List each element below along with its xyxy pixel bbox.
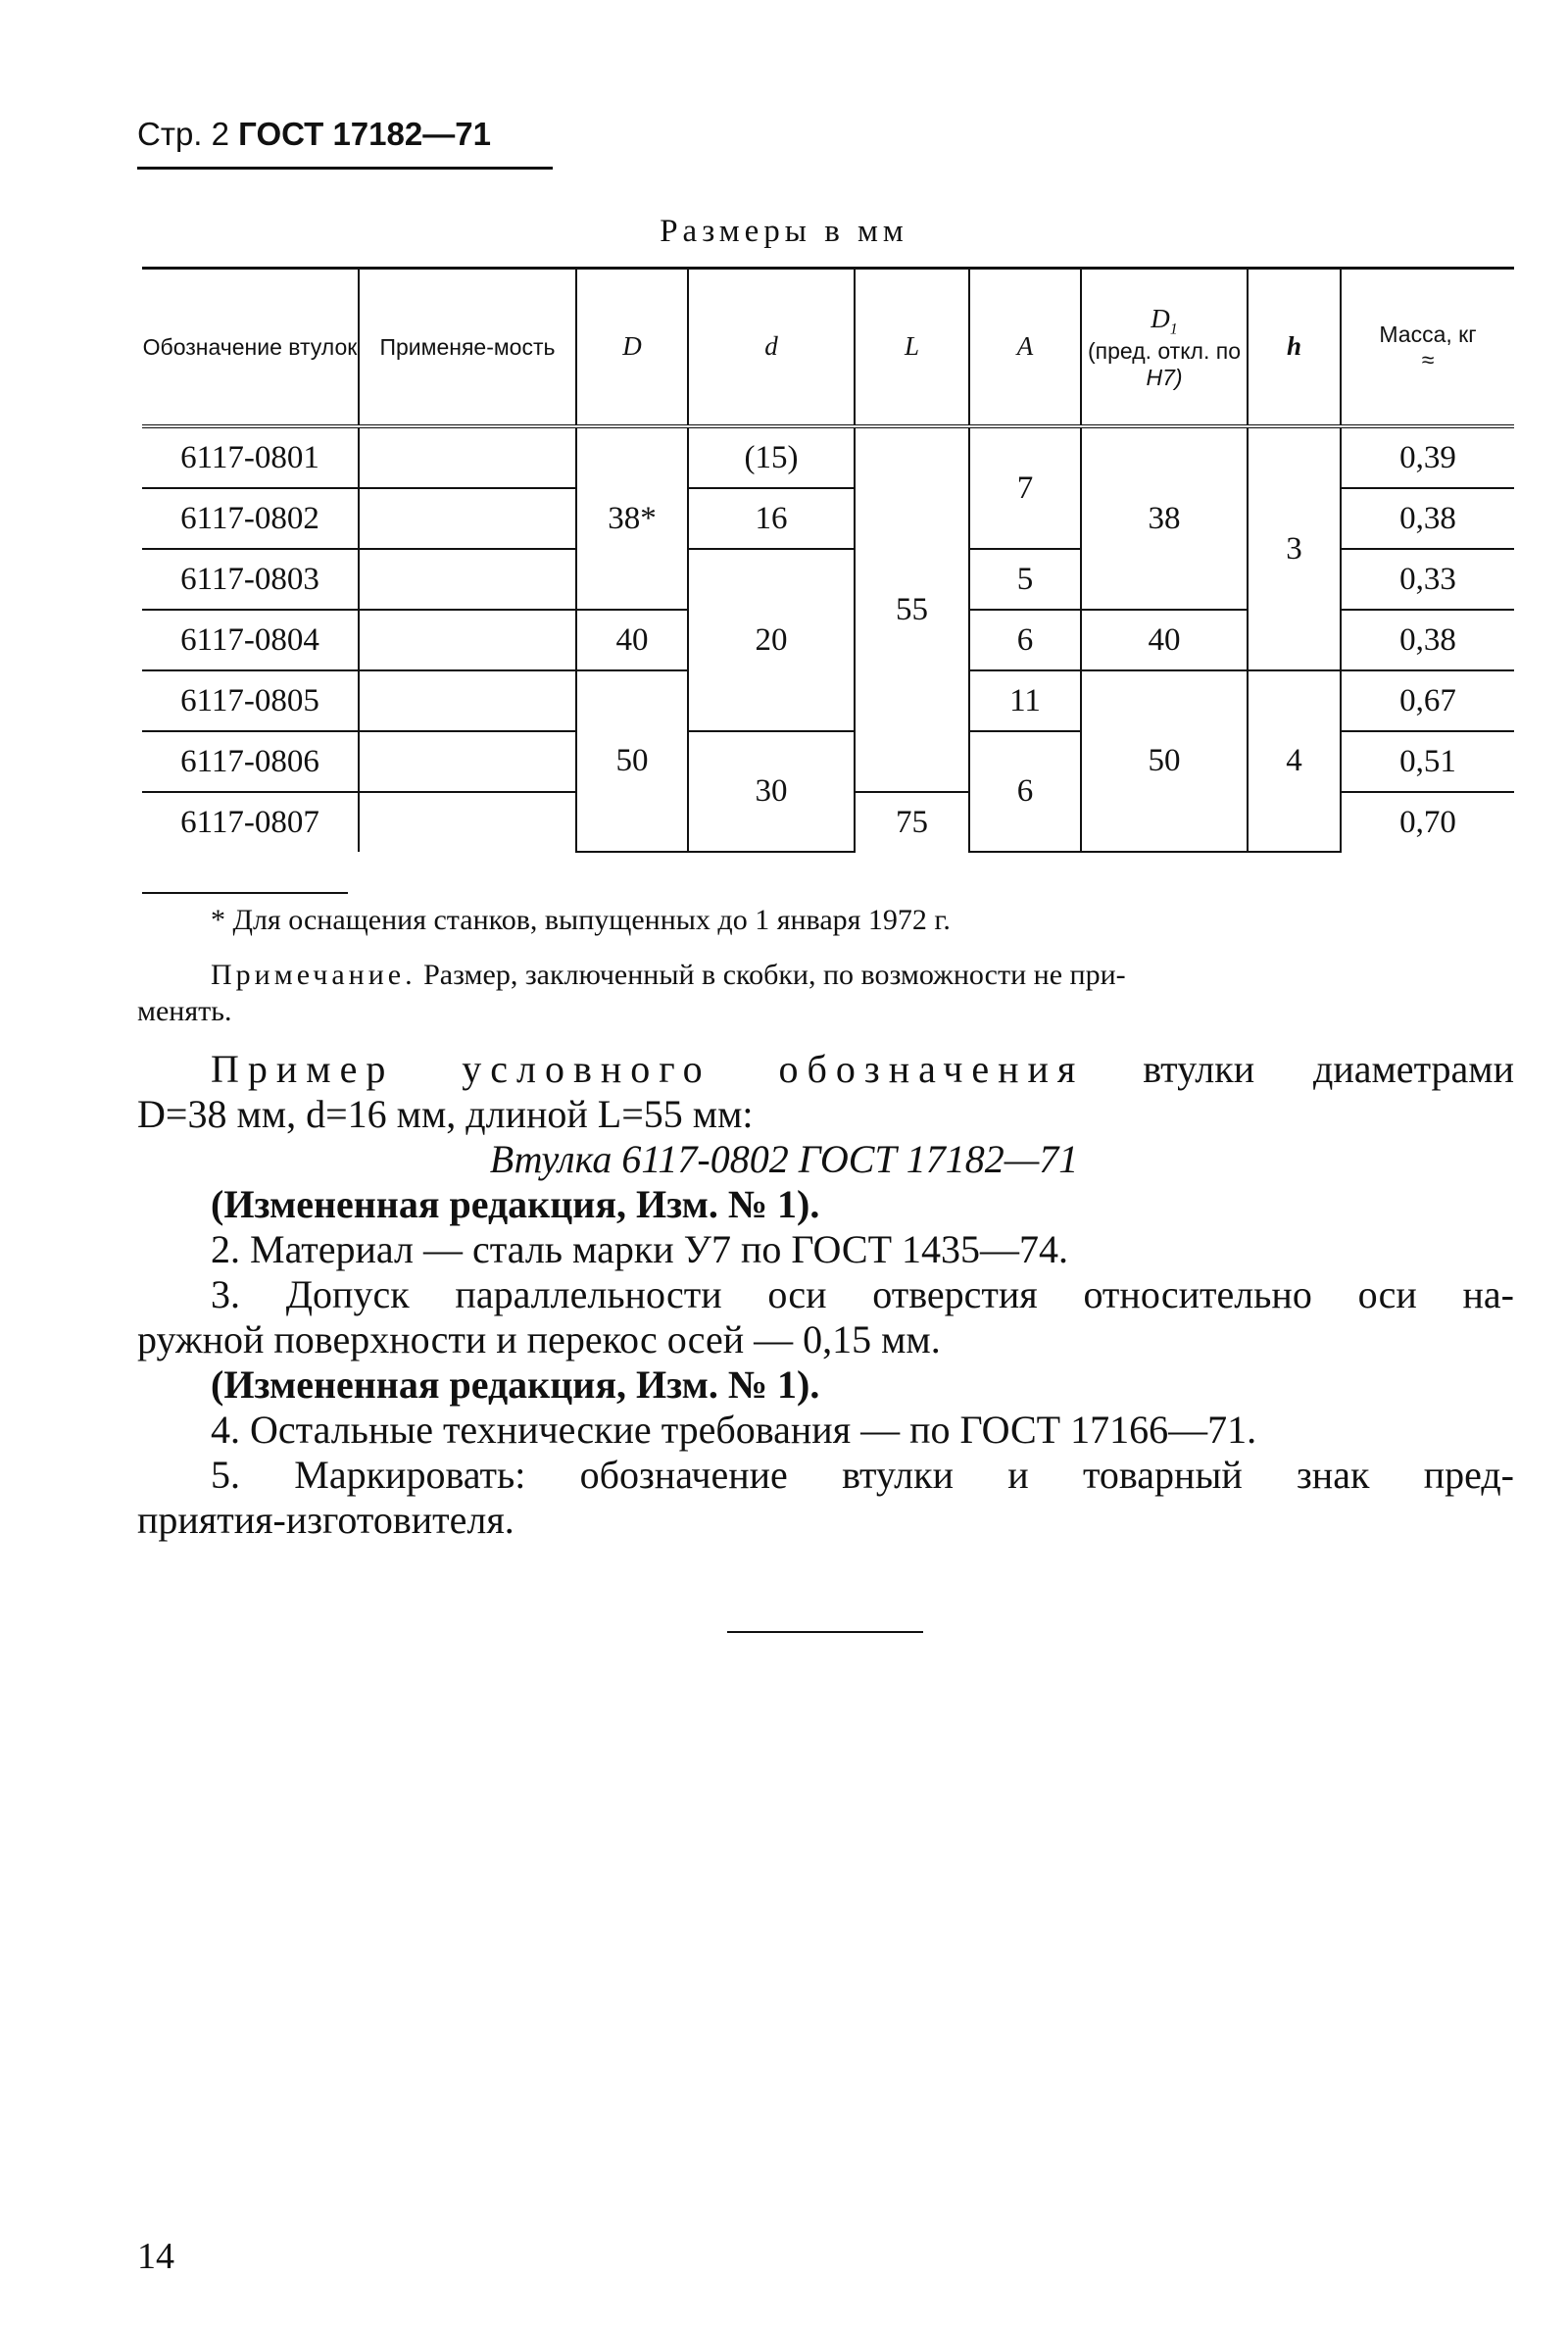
item-5: 5. Маркировать: обозначение втулки и товарный знак пред- — [211, 1453, 1514, 1497]
cell-applicability — [359, 731, 576, 792]
cell-mass: 0,70 — [1341, 792, 1514, 852]
item-4: 4. Остальные технические требования — по ГОСТ 17166—71. — [211, 1408, 1257, 1452]
cell-designation: 6117-0801 — [142, 426, 359, 488]
cell-designation: 6117-0802 — [142, 488, 359, 549]
cell-applicability — [359, 670, 576, 731]
cell-mass: 0,51 — [1341, 731, 1514, 792]
cell-d: 30 — [688, 731, 855, 852]
cell-A: 5 — [969, 549, 1081, 610]
cell-designation: 6117-0805 — [142, 670, 359, 731]
table-header-row — [142, 269, 1514, 427]
cell-L: 55 — [855, 426, 969, 792]
cell-D1: 40 — [1081, 610, 1248, 670]
col-header-L: L — [855, 269, 969, 427]
change-note-2: (Измененная редакция, Изм. № 1). — [211, 1362, 820, 1407]
D1-tolerance-note: (пред. откл. по — [1088, 338, 1241, 365]
cell-d: 16 — [688, 488, 855, 549]
mass-approx-symbol: ≈ — [1421, 347, 1435, 372]
col-header-mass — [1341, 269, 1514, 427]
page-header — [137, 116, 491, 153]
standard-number: ГОСТ 17182—71 — [238, 116, 491, 152]
D1-h7: H7) — [1146, 364, 1183, 390]
cell-D: 40 — [576, 610, 688, 670]
example-designation: Втулка 6117-0802 ГОСТ 17182—71 — [489, 1137, 1079, 1181]
cell-designation: 6117-0803 — [142, 549, 359, 610]
cell-D1: 50 — [1081, 670, 1248, 852]
cell-h: 4 — [1248, 670, 1341, 852]
cell-designation: 6117-0807 — [180, 804, 319, 840]
col-header-D: D — [576, 269, 688, 427]
example-line-1 — [211, 1047, 1514, 1092]
table-row — [142, 426, 1514, 488]
cell-applicability — [359, 610, 576, 670]
mass-label: Масса, кг — [1379, 321, 1477, 347]
item-2: 2. Материал — сталь марки У7 по ГОСТ 1435—74. — [211, 1227, 1068, 1271]
cell-h: 3 — [1248, 426, 1341, 670]
footnote-rule — [142, 892, 348, 894]
cell-mass: 0,67 — [1341, 670, 1514, 731]
col-header-designation: Обозначение втулок — [142, 269, 359, 427]
cell-mass: 0,33 — [1341, 549, 1514, 610]
note-continuation: менять. — [137, 995, 232, 1027]
change-note-1: (Измененная редакция, Изм. № 1). — [211, 1182, 820, 1226]
page-number: 14 — [137, 2236, 174, 2277]
col-header-d: d — [688, 269, 855, 427]
D1-subscript: 1 — [1169, 321, 1178, 338]
cell-D1: 38 — [1081, 426, 1248, 610]
note — [211, 956, 1514, 995]
col-header-D1 — [1081, 269, 1248, 427]
col-header-applicability: Применяе-мость — [359, 269, 576, 427]
cell-applicability — [359, 549, 576, 610]
header-rule — [137, 167, 553, 170]
cell-L: 75 — [855, 792, 969, 852]
cell-D: 50 — [576, 670, 688, 852]
item-5-continuation: приятия-изготовителя. — [137, 1498, 514, 1542]
cell-A: 7 — [969, 426, 1081, 549]
note-label: Примечание. — [211, 959, 416, 991]
page-label: Стр. 2 — [137, 116, 229, 152]
cell-A: 11 — [969, 670, 1081, 731]
cell-applicability — [359, 488, 576, 549]
cell-D: 38* — [576, 426, 688, 610]
item-3-continuation: ружной поверхности и перекос осей — 0,15 мм. — [137, 1317, 941, 1361]
col-header-A: A — [969, 269, 1081, 427]
cell-A: 6 — [969, 610, 1081, 670]
example-heading: Пример условного обозначения — [211, 1047, 1085, 1091]
cell-applicability — [359, 792, 576, 852]
cell-applicability — [359, 426, 576, 488]
dimensions-table — [142, 267, 1514, 853]
footnote: * Для оснащения станков, выпущенных до 1 января 1972 г. — [211, 904, 951, 936]
item-3: 3. Допуск параллельности оси отверстия относительно оси на- — [211, 1272, 1514, 1316]
example-line-2: D=38 мм, d=16 мм, длиной L=55 мм: — [137, 1092, 754, 1136]
cell-designation: 6117-0806 — [142, 731, 359, 792]
cell-A: 6 — [969, 731, 1081, 852]
cell-mass: 0,38 — [1341, 488, 1514, 549]
D1-symbol: D — [1151, 303, 1170, 333]
cell-designation: 6117-0804 — [142, 610, 359, 670]
end-rule — [727, 1631, 923, 1633]
cell-mass: 0,38 — [1341, 610, 1514, 670]
cell-d: (15) — [688, 426, 855, 488]
cell-mass: 0,39 — [1341, 426, 1514, 488]
example-line-1-rest: втулки диаметрами — [1143, 1047, 1515, 1091]
col-header-h: h — [1248, 269, 1341, 427]
table-caption: Размеры в мм — [660, 214, 908, 249]
note-text: Размер, заключенный в скобки, по возможности не при- — [423, 959, 1126, 991]
cell-d: 20 — [688, 549, 855, 731]
